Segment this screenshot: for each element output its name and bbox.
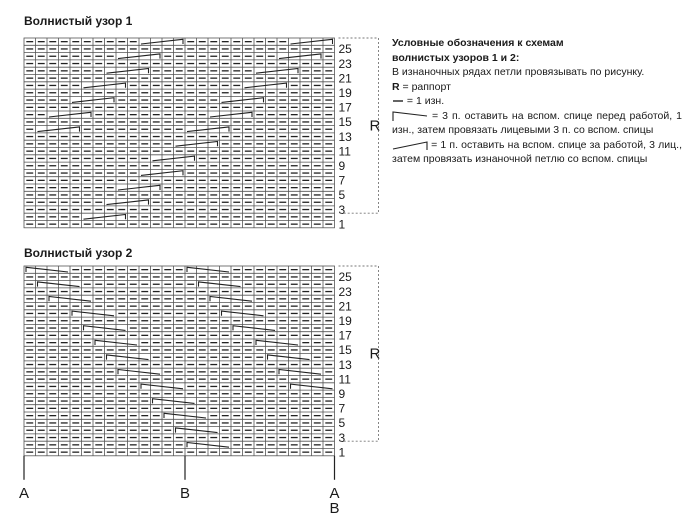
legend-title-line-2: волнистых узоров 1 и 2: [392, 51, 520, 64]
repeat-label: R [369, 345, 381, 363]
row-number: 1 [338, 445, 346, 460]
row-number: 17 [338, 100, 352, 115]
row-number: 19 [338, 313, 352, 328]
legend-cable-left-row [392, 109, 682, 138]
chart-2-title: Волнистый узор 2 [24, 246, 133, 260]
row-number: 25 [338, 270, 352, 285]
legend-cable-left-text: = 3 п. оставить на вспом. спице перед работой, 1 изн., затем провязать лицевыми 3 п. со вспом. спицы [392, 109, 682, 136]
row-number: 7 [338, 401, 346, 416]
cable-left-symbol-icon [392, 110, 428, 122]
row-number: 21 [338, 299, 352, 314]
row-number: 11 [338, 144, 351, 159]
row-number: 5 [338, 188, 346, 203]
repeat-boundary-label: A [19, 484, 30, 502]
row-number: 17 [338, 328, 352, 343]
legend-purl-text: = 1 изн. [406, 95, 445, 107]
legend-note: В изнаночных рядах петли провязывать по рисунку. [392, 66, 645, 78]
repeat-boundary-label: B [329, 499, 340, 517]
cable-right-symbol-icon [392, 139, 428, 151]
row-number: 9 [338, 386, 346, 401]
chart-1-title: Волнистый узор 1 [24, 14, 133, 28]
purl-symbol-icon [392, 98, 404, 104]
row-number: 23 [338, 56, 352, 71]
row-number: 1 [338, 217, 346, 232]
repeat-boundary-label: A [329, 484, 340, 502]
repeat-label: R [369, 117, 381, 135]
row-number: 7 [338, 173, 346, 188]
row-number: 3 [338, 202, 346, 217]
row-number: 25 [338, 42, 352, 57]
row-number: 21 [338, 71, 352, 86]
row-number: 5 [338, 416, 346, 431]
legend-purl-row [392, 94, 682, 109]
row-number: 13 [338, 129, 352, 144]
row-number: 3 [338, 430, 346, 445]
row-number: 23 [338, 284, 352, 299]
legend-cable-right-row [392, 138, 682, 167]
row-number: 11 [338, 372, 351, 387]
legend [392, 36, 682, 167]
row-number: 15 [338, 115, 352, 130]
row-number: 19 [338, 85, 352, 100]
legend-cable-right-text: = 1 п. оставить на вспом. спице за работой, 3 лиц., затем провязать изнаночной петлю со вспом. спицы [392, 138, 683, 165]
repeat-boundary-label: B [180, 484, 191, 502]
row-number: 13 [338, 357, 352, 372]
row-number: 9 [338, 158, 346, 173]
row-number: 15 [338, 343, 352, 358]
legend-repeat-text: = раппорт [402, 80, 451, 93]
legend-title-line-1: Условные обозначения к схемам [392, 37, 564, 49]
legend-repeat-row [392, 80, 682, 95]
legend-repeat-key: R [392, 80, 400, 93]
